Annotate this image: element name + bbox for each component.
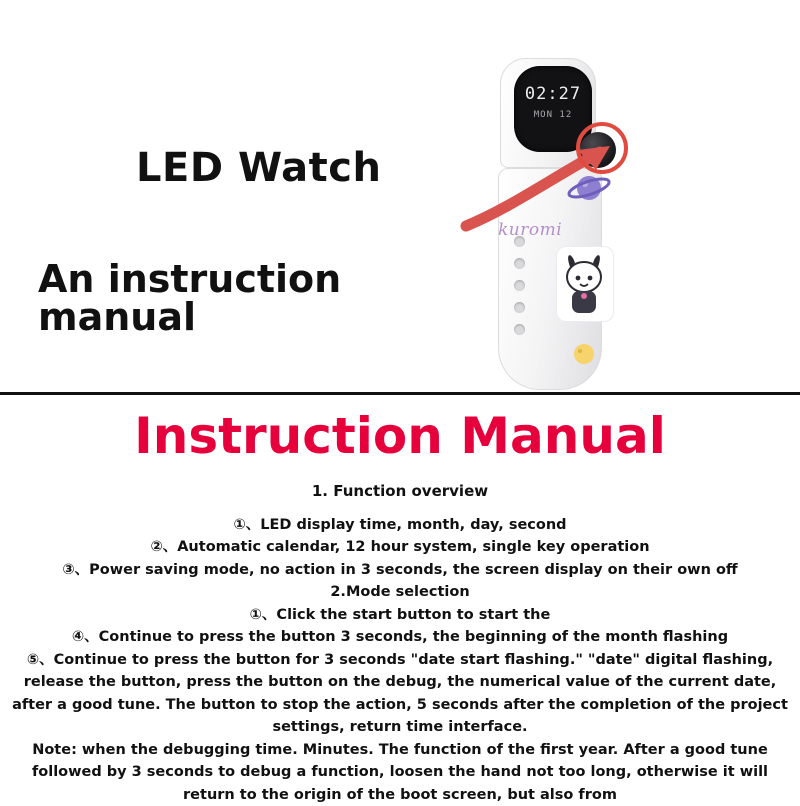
strap-hole (514, 324, 525, 335)
strap-hole (514, 258, 525, 269)
section-title-function-overview: 1. Function overview (311, 482, 489, 500)
manual-heading: Instruction Manual (134, 407, 666, 465)
manual-line: ①、LED display time, month, day, second (233, 517, 567, 533)
instruction-manual-panel (0, 395, 800, 803)
manual-line: 2.Mode selection (330, 584, 470, 601)
manual-line: ①、Click the start button to start the (249, 606, 551, 623)
brand-sticker: kuromi (498, 220, 563, 240)
manual-body (0, 514, 800, 806)
strap-hole (514, 280, 525, 291)
character-sticker-icon (556, 246, 614, 322)
strap-hole (514, 302, 525, 313)
manual-line: ②、Automatic calendar, 12 hour system, single key operation (150, 539, 650, 556)
manual-line: ⑤、Continue to press the button for 3 seconds "date start flashing." "date" digital flashing, release the button, press the button on the debug, the numerical value of the current date, after a good tune. The button to stop the action, 5 seconds after the completion of the project settings, return time interface. (12, 651, 788, 736)
manual-line: ④、Continue to press the button 3 seconds, the beginning of the month flashing (71, 629, 729, 646)
manual-line: Note: when the debugging time. Minutes. The function of the first year. After a good tune followed by 3 seconds to debug a function, loosen the hand not too long, otherwise it will return to the origin of the boot screen, but also from (31, 741, 769, 803)
product-hero-panel (0, 0, 800, 392)
watch-time-readout: 02:27 (524, 84, 582, 104)
page-title: LED Watch (136, 145, 382, 191)
watch-date-readout: MON 12 (533, 110, 573, 120)
manual-subtitle: An instruction manual (38, 257, 342, 339)
title-block (38, 145, 478, 339)
small-sticker-icon (566, 336, 602, 372)
manual-line: ③、Power saving mode, no action in 3 seconds, the screen display on their own off (62, 561, 738, 578)
button-highlight-circle (576, 122, 628, 174)
